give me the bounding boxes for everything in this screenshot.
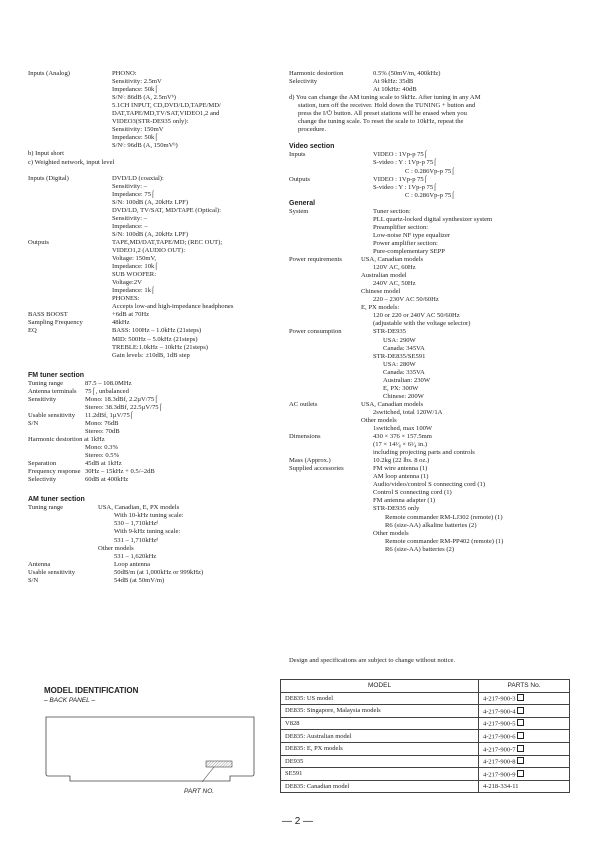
model-cell: DE835: Australian model [281,730,479,743]
specs-left-column [28,70,268,585]
spec-line: USA, Canadian models [361,400,424,408]
spec-line: USA: 290W [383,336,416,344]
spec-line: USA, Canadian, E, PX models [98,504,180,512]
spec-line: Loop antenna [114,560,151,568]
spec-line: PLL quartz-locked digital synthesizer system [373,215,493,223]
checkbox-icon [517,694,524,701]
spec-label: Sensitivity [28,395,57,403]
spec-line: Impedance: 1k⌠ [112,287,155,295]
part-number: 4-217-900-8 [483,758,516,766]
footnote-line: station, turn off the receiver. Hold down the TUNING + button and [298,102,476,110]
spec-line: Other models [361,416,397,424]
spec-line: 11.2dBf, 1µV/75⌠ [85,411,134,419]
leader-line [202,767,214,782]
section-title-am: AM tuner section [28,496,85,504]
spec-line: Power amplifier section: [373,239,438,247]
spec-line: C : 0.286Vp-p 75⌠ [405,167,456,175]
spec-line: +6dB at 70Hz [112,311,150,319]
column-header-parts-no: PARTS No. [479,680,570,693]
spec-power-consumption [289,328,569,400]
spec-line: 45dB at 1kHz [85,460,122,468]
spec-values [361,401,442,433]
spec-line: PHONO: [112,70,137,77]
spec-sampling [28,319,268,327]
spec-line: 220 – 230V AC 50/60Hz [373,296,439,304]
spec-line: Impedance: 10k⌠ [112,263,159,271]
spec-line: E, PX: 300W [383,384,419,392]
spec-system [289,208,569,256]
spec-values [28,444,268,460]
spec-line: VIDEO3(STR-DE935 only): [112,118,189,126]
spec-line: 120 or 220 or 240V AC 50/60Hz [373,312,460,320]
spec-line: Mono: 0.3% [85,444,118,452]
spec-line: R6 (size-AA) alkaline batteries (2) [385,521,477,529]
spec-line: AM loop antenna (1) [373,473,429,481]
spec-line: 2switched, total 120W/1A [373,408,443,416]
spec-line: Remote commander RM-LJ302 (remote) (1) [385,513,503,521]
spec-line: FM wire antenna (1) [373,465,428,473]
spec-label: Outputs [289,175,310,183]
spec-line: 30Hz – 15kHz + 0.5/–2dB [85,468,155,476]
model-cell: DE835: E, PX models [281,742,479,755]
part-number: 4-217-900-9 [483,771,516,779]
table-row [281,717,570,730]
spec-line: Sensitivity: – [112,182,147,190]
spec-label: Mass (Approx.) [289,457,331,465]
spec-line: S/N: 100dB (A, 20kHz LPF) [112,198,189,206]
spec-label: Selectivity [28,476,57,484]
parts-table [280,679,570,793]
spec-line: Canada: 345VA [383,344,425,352]
spec-values [85,396,163,412]
spec-line: 54dB (at 50mV/m) [114,576,165,584]
spec-line: Mono: 76dB [85,419,119,427]
part-cell [479,730,570,743]
spec-outputs [28,239,268,311]
column-header-model: MODEL [281,680,479,693]
spec-values [373,328,430,400]
spec-video-inputs [289,151,569,175]
spec-line: R6 (size-AA) batteries (2) [385,545,455,553]
spec-line: Gain levels: ±10dB, 1dB step [112,351,190,359]
spec-line: Tuner section: [373,207,411,215]
table-row [281,692,570,705]
spec-line: 87.5 – 108.0MHz [85,379,132,387]
part-cell [479,717,570,730]
checkbox-icon [517,745,524,752]
spec-label: Antenna terminals [28,387,77,395]
spec-label: Inputs (Analog) [28,70,70,77]
footnote: b) Input short [28,150,64,158]
model-cell: DE835: Canadian model [281,780,479,793]
spec-line: STR-DE935 only [373,505,420,513]
spec-fm-sn [28,420,268,436]
spec-line: 530 – 1,710kHzᵈ [114,520,159,528]
part-number: 4-217-900-5 [483,720,516,728]
table-row [281,730,570,743]
spec-values [373,151,455,175]
spec-values [373,176,455,200]
section-title-general: General [289,199,316,207]
spec-line: Audio/video/control S connecting cord (1) [373,481,486,489]
part-number: 4-217-900-7 [483,746,516,754]
spec-line: FM antenna adapter (1) [373,497,436,505]
spec-label: Supplied accessories [289,465,344,473]
part-cell [479,692,570,705]
spec-line: S-video : Y : 1Vp-p 75⌠ [373,159,438,167]
spec-line: TREBLE:1.0kHz – 10kHz (21steps) [112,343,208,351]
spec-line: 1switched, max 100W [373,425,433,433]
footnote-line: d) You can change the AM tuning scale to 9kHz. After tuning in any AM [289,94,481,102]
spec-line: Impedance: 75⌠ [112,190,155,198]
spec-label: Inputs (Digital) [28,174,69,182]
spec-line: Voltage:2V [112,279,142,287]
table-row [281,705,570,718]
spec-label: Antenna [28,560,51,568]
spec-line: 5.1CH INPUT, CD,DVD/LD,TAPE/MD/ [112,102,221,110]
spec-values [373,78,417,94]
spec-line: Stereo: 0.5% [85,452,120,460]
part-no-caption: PART NO. [184,788,215,795]
spec-label: Power requirements [289,256,342,264]
footnote-d [289,94,569,134]
spec-line: DVD/LD, TV/SAT, MD/TAPE (Optical): [112,206,221,214]
spec-line: USA, Canadian models [361,256,424,264]
spec-label: Selectivity [289,78,318,86]
spec-fm-tuning [28,380,268,388]
spec-line: Sensitivity: 2.5mV [112,78,162,86]
spec-line: (adjustable with the voltage selector) [373,320,471,328]
spec-line: At 10kHz: 40dB [373,86,417,94]
spec-video-outputs [289,176,569,200]
spec-line: Low-noise NF type equalizer [373,231,451,239]
spec-line: Mono: 18.3dBf, 2.2µV/75⌠ [85,395,159,403]
spec-line: VIDEO : 1Vp-p 75⌠ [373,175,428,183]
spec-line: S/Nᶜ: 86dB (A, 2.5mVᵇ) [112,94,176,102]
spec-values [98,504,184,560]
spec-line: Australian model [361,272,407,280]
spec-line: 240V AC, 50Hz [373,280,416,288]
table-row [281,755,570,768]
spec-label: Power consumption [289,328,342,336]
spec-line: S/Nᶜ: 96dB (A, 150mVᵇ) [112,142,178,150]
spec-line: 531 – 1,710kHzᵈ [114,536,159,544]
spec-label: Frequency response [28,468,81,476]
spec-line: Impedance: 50k⌠ [112,134,159,142]
spec-line: 50dB/m (at 1,000kHz or 999kHz) [114,568,204,576]
checkbox-icon [517,757,524,764]
table-header-row [281,680,570,693]
spec-line: At 9kHz: 35dB [373,78,414,86]
spec-fm-freq-response [28,468,268,476]
spec-dimensions [289,433,569,457]
spec-line: BASS: 100Hz – 1.0kHz (21steps) [112,327,202,335]
part-number: 4-218-334-11 [483,783,519,791]
footnote-line: press the I/⏻ button. All preset stations will be erased when you [298,110,467,118]
spec-line: Sensitivity: – [112,214,147,222]
table-row [281,780,570,793]
checkbox-icon [517,707,524,714]
spec-line: 531 – 1,620kHz [114,552,157,560]
spec-label: AC outlets [289,400,318,408]
spec-line: Impedance: – [112,222,148,230]
part-number: 4-217-900-4 [483,708,516,716]
spec-label: Usable sensitivity [28,411,76,419]
spec-bass-boost [28,311,268,319]
spec-line: PHONES: [112,295,140,303]
spec-line: Stereo: 38.3dBf, 22.5µV/75⌠ [85,403,163,411]
spec-values [373,465,503,554]
spec-line: TAPE,MD/DAT,TAPE/MD; (REC OUT); [112,238,223,246]
spec-values [361,256,470,328]
model-cell: DE835: Singapore, Malaysia models [281,705,479,718]
spec-label: S/N [28,419,39,427]
spec-label: Harmonic destortion at 1kHz [28,436,105,444]
table-row [281,742,570,755]
spec-line: C : 0.286Vp-p 75⌠ [405,191,456,199]
spec-accessories [289,465,569,554]
spec-values [85,420,120,436]
checkbox-icon [517,732,524,739]
spec-line: Accepts low-and high-impedance headphones [112,303,234,311]
spec-ac-outlets [289,401,569,433]
spec-label: Dimensions [289,433,321,441]
spec-values [373,208,492,256]
specs-right-column [289,70,569,554]
spec-line: Pure-complementary SEPP [373,247,445,255]
spec-line: MID: 500Hz – 5.0kHz (21steps) [112,335,198,343]
spec-fm-separation [28,460,268,468]
spec-line: STR-DE935 [373,328,406,336]
spec-eq [28,327,268,359]
spec-line: Remote commander RM-PP402 (remote) (1) [385,537,504,545]
spec-label: Separation [28,460,57,468]
footnote-line: change the tuning scale. To reset the scale to 10kHz, repeat the [298,118,464,126]
part-cell [479,780,570,793]
spec-fm-usable [28,412,268,420]
spec-line: Stereo: 70dB [85,427,120,435]
spec-label: Harmonic destortion [289,70,344,77]
spec-label: Tuning range [28,379,64,387]
spec-line: 48kHz [112,319,130,327]
spec-am-tuning [28,504,268,560]
part-cell [479,768,570,781]
spec-label: EQ [28,327,37,335]
spec-line: DAT,TAPE/MD,TV/SAT,VIDEO1,2 and [112,110,220,118]
spec-line: STR-DE835/SE591 [373,352,426,360]
spec-line: Other models [98,544,134,552]
spec-am-usable [28,569,268,577]
part-cell [479,705,570,718]
spec-label: Sampling Frequency [28,319,83,327]
spec-line: Australian: 230W [383,376,431,384]
spec-line: 60dB at 400kHz [85,476,129,484]
spec-line: Impedance: 50k⌠ [112,86,159,94]
spec-am-sn [28,577,268,585]
spec-line: VIDEO1,2 (AUDIO OUT): [112,246,186,254]
footnote-line: procedure. [298,126,327,134]
spec-label: Usable sensitivity [28,568,76,576]
checkbox-icon [517,770,524,777]
back-panel-drawing [44,716,256,782]
spec-label: System [289,207,309,215]
spec-values [373,433,475,457]
spec-line: USA: 280W [383,360,416,368]
section-title-fm: FM tuner section [28,371,85,379]
spec-power-requirements [289,256,569,328]
part-no-label-area [206,761,232,767]
model-cell: DE935 [281,755,479,768]
spec-line: With 9-kHz tuning scale: [114,528,181,536]
part-cell [479,755,570,768]
spec-mass [289,457,569,465]
spec-line: Canada: 335VA [383,368,425,376]
spec-line: 430 × 376 × 157.5mm [373,433,432,441]
spec-inputs-analog [28,70,268,150]
model-cell: V828 [281,717,479,730]
spec-label: Tuning range [28,504,64,512]
spec-line: Sensitivity: 150mV [112,126,164,134]
spec-line: 120V AC, 60Hz [373,264,416,272]
spec-line: S-video : Y : 1Vp-p 75⌠ [373,183,438,191]
spec-label: Outputs [28,238,49,246]
spec-am-selectivity [289,78,569,94]
spec-label: S/N [28,576,39,584]
spec-line: Chinese model [361,288,401,296]
spec-am-antenna [28,561,268,569]
disclaimer: Design and specifications are subject to change without notice. [289,657,456,664]
spec-line: Other models [373,529,409,537]
spec-fm-antenna [28,388,268,396]
spec-line: including projecting parts and controls [373,449,475,457]
part-cell [479,742,570,755]
spec-line: S/N: 100dB (A, 20kHz LPF) [112,230,189,238]
back-panel-caption: – BACK PANEL – [44,697,96,704]
footnote: c) Weighted network, input level [28,158,115,166]
table-row [281,768,570,781]
spec-line: DVD/LD (coaxial): [112,174,164,182]
spec-values [84,239,233,311]
spec-line: VIDEO : 1Vp-p 75⌠ [373,151,428,159]
model-identification-title: MODEL IDENTIFICATION [44,686,139,695]
section-title-video: Video section [289,143,335,151]
spec-label: Inputs [289,151,306,159]
spec-line: 0.5% (50mV/m, 400kHz) [373,70,441,77]
part-number: 4-217-900-6 [483,733,516,741]
spec-line: Control S connecting cord (1) [373,489,452,497]
part-number: 4-217-900-3 [483,695,516,703]
checkbox-icon [517,719,524,726]
spec-values [112,327,208,359]
spec-line: 75⌠, unbalanced [85,387,129,395]
spec-am-harmonic [289,70,569,78]
spec-line: Voltage: 150mV, [112,255,157,263]
spec-fm-selectivity [28,476,268,484]
spec-line: E, PX models: [361,304,400,312]
spec-values [84,175,221,239]
spec-fm-sensitivity [28,396,268,412]
spec-line: Chinese: 200W [383,392,424,400]
spec-line: SUB WOOFER: [112,271,157,279]
spec-label: BASS BOOST [28,311,68,319]
model-cell: DE835: US model [281,692,479,705]
page-number: — 2 — [281,816,314,827]
model-cell: SE591 [281,768,479,781]
spec-line: (17 × 14¹⁄₈ × 6¹⁄₄ in.) [373,441,428,449]
spec-line: 10.2kg (22 lbs. 8 oz.) [373,457,430,465]
spec-values [84,70,221,150]
spec-inputs-digital [28,175,268,239]
spec-line: With 10-kHz tuning scale: [114,512,184,520]
spec-line: Preamplifier section: [373,223,429,231]
